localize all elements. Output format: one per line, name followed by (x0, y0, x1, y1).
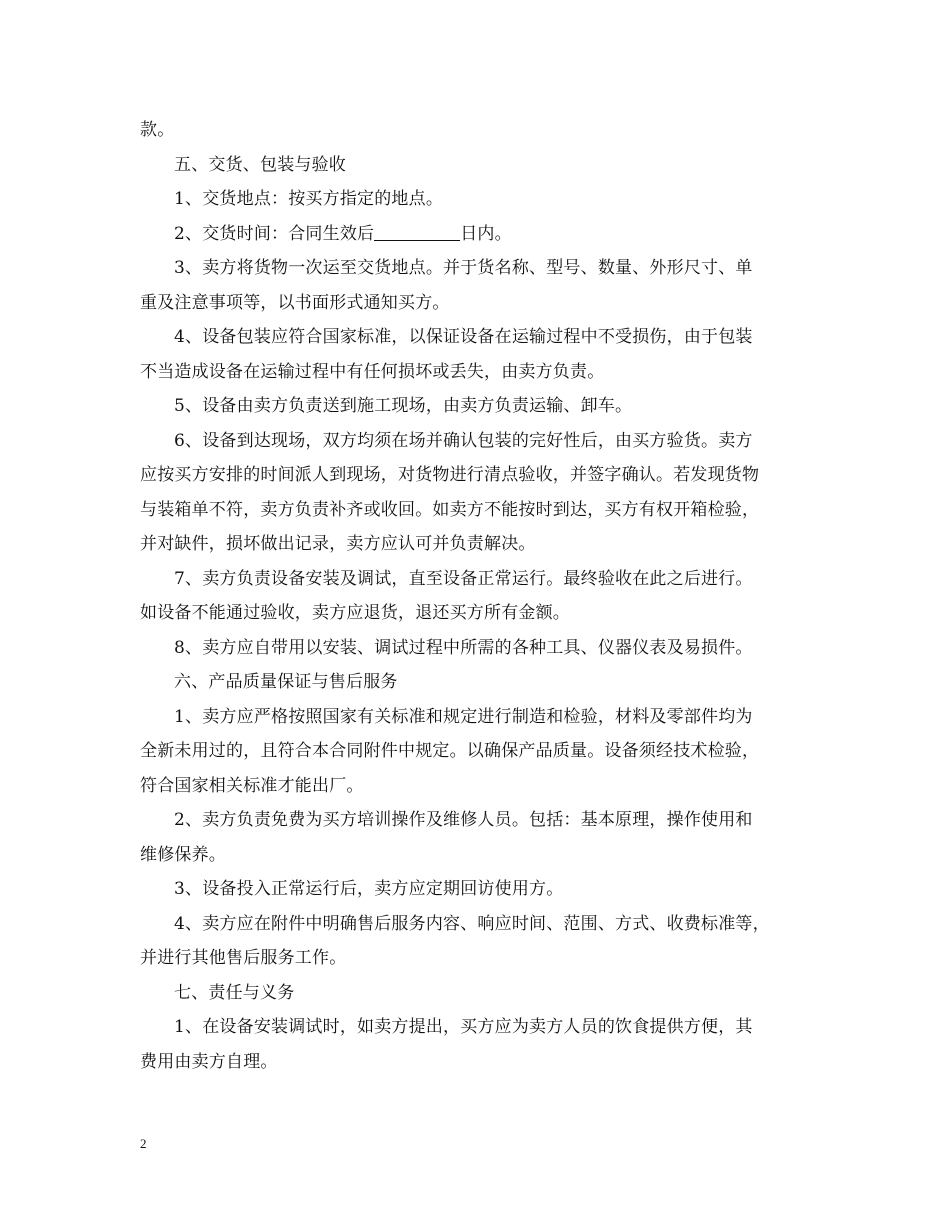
blank-fill-line (374, 222, 460, 241)
paragraph-training: 2、卖方负责免费为买方培训操作及维修人员。包括：基本原理，操作使用和 (174, 810, 753, 830)
paragraph-inspection-cont-3: 并对缺件，损坏做出记录，卖方应认可并负责解决。 (140, 534, 536, 554)
paragraph-installation-cont: 如设备不能通过验收，卖方应退货，退还买方所有金额。 (140, 603, 570, 623)
continuation-text: 款。 (140, 120, 175, 140)
paragraph-inspection-cont-1: 应按买方安排的时间派人到现场，对货物进行清点验收，并签字确认。若发现货物 (140, 465, 760, 485)
paragraph-quality-standard-cont-2: 符合国家相关标准才能出厂。 (140, 775, 364, 796)
section-heading-responsibility: 七、责任与义务 (174, 982, 295, 1003)
paragraph-catering-cont: 费用由卖方自理。 (140, 1051, 278, 1072)
paragraph-tools: 8、卖方应自带用以安装、调试过程中所需的各种工具、仪器仪表及易损件。 (174, 637, 753, 658)
paragraph-delivery-notice: 3、卖方将货物一次运至交货地点。并于货名称、型号、数量、外形尺寸、单 (174, 258, 753, 278)
paragraph-follow-up: 3、设备投入正常运行后，卖方应定期回访使用方。 (174, 879, 564, 899)
paragraph-after-sales: 4、卖方应在附件中明确售后服务内容、响应时间、范围、方式、收费标准等， (174, 913, 770, 934)
paragraph-catering: 1、在设备安装调试时，如卖方提出，买方应为卖方人员的饮食提供方便，其 (174, 1017, 753, 1037)
paragraph-delivery-location: 1、交货地点：按买方指定的地点。 (174, 189, 444, 209)
paragraph-inspection: 6、设备到达现场，双方均须在场并确认包装的完好性后，由买方验货。卖方 (174, 430, 753, 451)
paragraph-delivery-time (140, 217, 812, 252)
document-body (140, 113, 812, 1079)
paragraph-quality-standard-cont-1: 全新未用过的，且符合本合同附件中规定。以确保产品质量。设备须经技术检验， (140, 741, 760, 761)
paragraph-quality-standard: 1、卖方应严格按照国家有关标准和规定进行制造和检验，材料及零部件均为 (174, 706, 753, 727)
paragraph-delivery-notice-cont: 重及注意事项等，以书面形式通知买方。 (140, 292, 450, 313)
paragraph-after-sales-cont: 并进行其他售后服务工作。 (140, 948, 347, 968)
paragraph-training-cont: 维修保养。 (140, 844, 226, 865)
paragraph-installation: 7、卖方负责设备安装及调试，直至设备正常运行。最终验收在此之后进行。 (174, 568, 753, 589)
delivery-time-text: 2、交货时间：合同生效后 (174, 223, 375, 244)
paragraph-inspection-cont-2: 与装箱单不符，卖方负责补齐或收回。如卖方不能按时到达，买方有权开箱检验， (140, 499, 760, 520)
page-number: 2 (140, 1136, 147, 1151)
section-heading-quality: 六、产品质量保证与售后服务 (174, 672, 398, 692)
paragraph-packaging-cont: 不当造成设备在运输过程中有任何损坏或丢失，由卖方负责。 (140, 361, 605, 382)
paragraph-packaging: 4、设备包装应符合国家标准，以保证设备在运输过程中不受损伤，由于包装 (174, 327, 753, 347)
delivery-time-suffix: 日内。 (460, 223, 512, 244)
section-heading-delivery: 五、交货、包装与验收 (174, 154, 346, 175)
paragraph-transport: 5、设备由卖方负责送到施工现场，由卖方负责运输、卸车。 (174, 396, 633, 416)
